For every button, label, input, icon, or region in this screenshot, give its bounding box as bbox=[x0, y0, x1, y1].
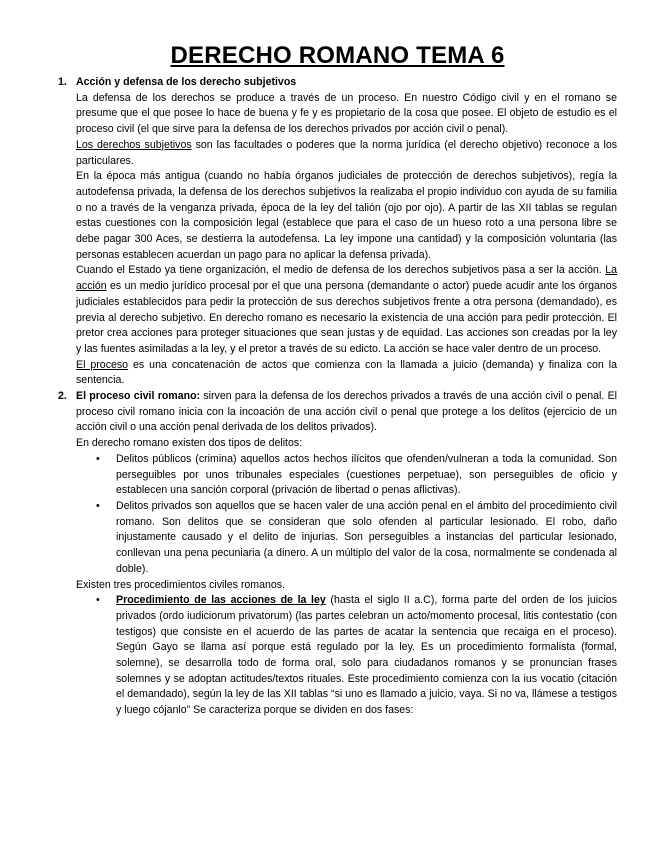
paragraph: En derecho romano existen dos tipos de delitos: bbox=[76, 437, 303, 450]
paragraph-text: (hasta el siglo II a.C), forma parte del orden de los juicios privados (ordo iudiciorum privatorum) (las partes celebran un acto/momento procesal, litis contestatio (con testigos) que consiste en el acuerdo de las partes de acatar la sentencia que recaiga en el proceso). Según Gayo se llama así porque está regulado por la ley. Es un procedimiento formalista (formal, solemne), se desarrolla todo de forma oral, solo para ciudadanos romanos y se pronuncian frases solemnes y se adoptan actitudes/textos rituales. Este procedimiento comienza con la ius vocatio (citación el demandado), según la ley de las XII tablas “si uno es llamado a juicio, vaya. Si no va, llámese a testigos y luego cójanlo” Se caracteriza porque se dividen en dos fases: bbox=[116, 594, 617, 717]
underlined-term: El proceso bbox=[76, 358, 129, 371]
section-1 bbox=[58, 75, 617, 389]
paragraph bbox=[76, 389, 617, 436]
bullet-icon: • bbox=[96, 452, 100, 465]
list-item-text: Delitos privados son aquellos que se hacen valer de una acción penal en el ámbito del procedimiento civil romano. Son delitos que se consideran que solo ofenden al particular lesionado. El robo, daño injustamente causado y el delito de injurias. Son perseguibles a instancias del particular lesionado, conllevan una pena pecuniaria (a dinero. A un múltiplo del valor de la cosa, normalmente se condenada al doble). bbox=[116, 499, 617, 575]
list-item bbox=[76, 593, 617, 719]
section-heading: El proceso civil romano: bbox=[76, 390, 201, 403]
paragraph-text: es un medio jurídico procesal por el que una persona (demandante o actor) puede acudir ante los órganos judiciales establecidos para pedir la protección de sus derechos subjetivos frente a otra persona (demandado), es previa al derecho subjetivo. En derecho romano es necesario la existencia de una acción para pedir protección. El pretor crea acciones para proteger situaciones que sean justas y de equidad. Las acciones son creadas por la ley y las fuentes asimiladas a la ley, y el pretor a través de su edicto. La acción se hace valer dentro de un proceso. bbox=[76, 280, 617, 355]
section-2 bbox=[58, 389, 617, 719]
bullet-icon: • bbox=[96, 594, 100, 607]
section-number: 2. bbox=[58, 390, 67, 403]
underlined-term: La acción bbox=[76, 264, 617, 293]
paragraph-text: Cuando el Estado ya tiene organización, el medio de defensa de los derechos subjetivos pasa a ser la acción. bbox=[76, 264, 606, 277]
bullet-list bbox=[76, 593, 617, 719]
list-item-text: Delitos públicos (crimina) aquellos actos hechos ilícitos que ofenden/vulneran a toda la comunidad. Son perseguibles por unos tribunales especiales (cuestiones perpetuae), son perseguibles de oficio y establecen una sanción corporal (privación de libertad o penas aflictivas). bbox=[116, 452, 617, 497]
list-item-text bbox=[116, 593, 617, 719]
paragraph bbox=[76, 138, 617, 169]
paragraph: En la época más antigua (cuando no había órganos judiciales de protección de derechos subjetivos), regía la autodefensa privada, la defensa de los derechos subjetivos la realizaba el propio individuo con ayuda de su familia o no a través de la venganza privada, época de la ley del talión (ojo por ojo). A partir de las XII tablas se regulan estas cuestiones con la composición legal (establece que para el caso de un hueso roto a una persona libre se debe pagar 300 Aces, se destierra la autodefensa. La ley impone una cantidad) y la composición voluntaria (las personas establecen acuerdan un pago para no aplicar la defensa privada). bbox=[76, 170, 617, 261]
list-item bbox=[76, 499, 617, 578]
page-title: DERECHO ROMANO TEMA 6 bbox=[170, 42, 505, 69]
section-number: 1. bbox=[58, 76, 67, 88]
underlined-term: Los derechos subjetivos bbox=[76, 138, 192, 151]
paragraph-text: son las facultades o poderes que la norma jurídica (el derecho objetivo) reconoce a los particulares. bbox=[76, 138, 618, 167]
paragraph: La defensa de los derechos se produce a través de un proceso. En nuestro Código civil y en el romano se presume que el que posee lo hace de buena y fe y es propietario de la cosa que posee. El objeto de estudio es el proceso civil (el que sirve para la defensa de los derechos privados por acción civil o penal). bbox=[76, 91, 617, 136]
section-heading: Acción y defensa de los derecho subjetivos bbox=[76, 76, 297, 88]
paragraph bbox=[76, 263, 617, 357]
procedure-heading: Procedimiento de las acciones de la ley bbox=[116, 594, 326, 607]
paragraph: Existen tres procedimientos civiles romanos. bbox=[76, 578, 286, 591]
paragraph-text: sirven para la defensa de los derechos privados a través de una acción civil o penal. El proceso civil romano inicia con la incoación de una acción civil o penal que protege a los delitos (ejercicio de un acción civil o una acción penal derivada de los delitos privados). bbox=[76, 390, 617, 434]
bullet-icon: • bbox=[96, 499, 100, 512]
paragraph-text: es una concatenación de actos que comienza con la llamada a juicio (demanda) y finaliza con la sentencia. bbox=[76, 358, 617, 387]
paragraph bbox=[76, 358, 617, 389]
list-item bbox=[76, 452, 617, 499]
bullet-list bbox=[76, 452, 617, 578]
